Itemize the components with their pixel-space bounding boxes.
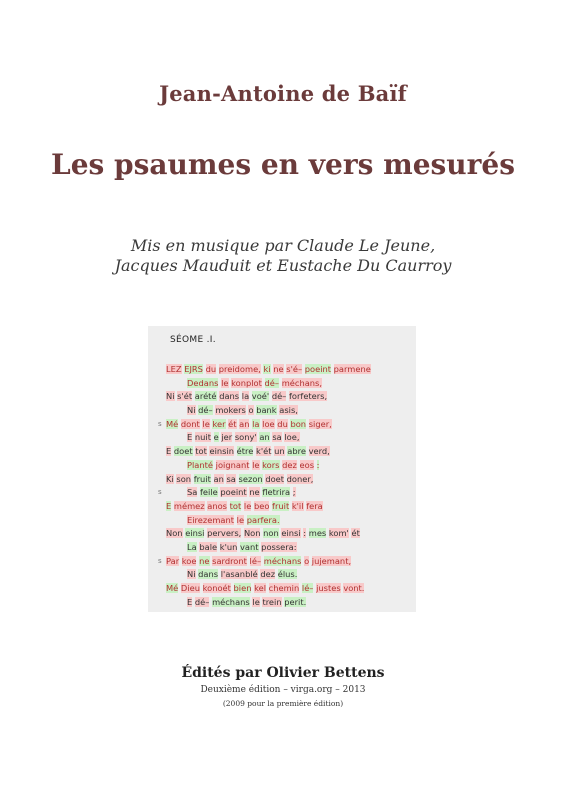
verse-word: le (243, 500, 252, 511)
verse-word: kel (254, 583, 267, 593)
verse-mark: s (158, 419, 162, 428)
verse-word: justes (316, 583, 341, 593)
verse-word: verd, (308, 446, 330, 457)
verse-word: bank (256, 405, 277, 416)
verse-line (166, 445, 406, 459)
verse-word: dez (260, 569, 276, 580)
verse-word: méchans (263, 555, 302, 566)
verse-word: Mé (166, 583, 179, 593)
verse-word: ne (199, 555, 210, 566)
verse-word: la (252, 418, 260, 429)
verse-word: mes (308, 528, 327, 539)
verse-line (166, 500, 406, 514)
verse-word: E (166, 500, 172, 511)
verse-word: Ni (187, 569, 196, 580)
verse-word: voé' (251, 391, 270, 402)
verse-word: joignant (215, 459, 250, 470)
verse-line (166, 363, 406, 377)
verse-word: : (316, 459, 320, 470)
verse-word: s'é– (286, 364, 303, 374)
verse-word: e (213, 432, 219, 443)
verse-word: doner, (286, 473, 314, 484)
verse-word: einsi (185, 528, 205, 539)
verse-word: perit. (284, 596, 307, 607)
verse-line (158, 486, 406, 500)
verse-word: l'asanblé (220, 569, 258, 580)
verse-line (166, 473, 406, 487)
verse-word: einsin (209, 446, 235, 457)
verse-word: kom' (328, 528, 349, 539)
verse-line (166, 514, 406, 528)
verse-word: La (187, 541, 197, 552)
verse-word: chemin (268, 583, 300, 593)
verse-word: fruit (272, 500, 290, 511)
verse-word: ; (292, 487, 296, 498)
verse-word: konoét (202, 583, 231, 593)
score-excerpt (148, 326, 416, 612)
verse-line (158, 555, 406, 569)
subtitle-line-1: Mis en musique par Claude Le Jeune, (130, 236, 436, 255)
verse-line (158, 418, 406, 432)
verse-word: vont. (343, 583, 365, 593)
verse-word: jer (221, 432, 233, 443)
verse-word: koe (181, 555, 197, 566)
verse-word: Ki (166, 473, 174, 484)
verse-word: ker (212, 418, 226, 429)
verse-word: élus. (277, 569, 298, 580)
verse-word: lé– (249, 555, 262, 566)
verse-word: possera: (261, 541, 297, 552)
verse-word: le (202, 418, 210, 429)
verse-word: Dedans (187, 377, 219, 388)
verse-word: mokers (215, 405, 246, 416)
subtitle-line-2: Jacques Mauduit et Eustache Du Caurroy (114, 256, 452, 275)
verse-word: poeint (304, 364, 332, 374)
verse-word: Mé (166, 418, 179, 429)
verse-word: du (205, 364, 217, 374)
verse-word: parfera. (246, 514, 280, 525)
verse-word: o (304, 555, 310, 566)
verse-word: tot (195, 446, 207, 457)
verse-word: sony' (234, 432, 257, 443)
verse-word: dé– (194, 596, 210, 607)
verse-word: son (176, 473, 192, 484)
score-verses (158, 363, 406, 609)
verse-word: beo (253, 500, 270, 511)
verse-word: méchans, (281, 377, 323, 388)
verse-word: : (303, 528, 307, 539)
verse-word: ne (249, 487, 260, 498)
verse-word: dez (282, 459, 297, 470)
verse-word: ne (273, 364, 284, 374)
verse-word: Ni (166, 391, 175, 402)
verse-word: lé– (301, 583, 314, 593)
verse-word: fera (306, 500, 323, 511)
verse-word: E (187, 432, 193, 443)
verse-word: eos (299, 459, 315, 470)
verse-mark: s (158, 488, 162, 497)
verse-word: méchans (212, 596, 250, 607)
verse-word: Non (166, 528, 183, 539)
verse-word: mémez (173, 500, 205, 511)
verse-word: einsi (281, 528, 301, 539)
verse-word: le (221, 377, 229, 388)
verse-word: k'un (219, 541, 238, 552)
verse-word: an (213, 473, 224, 484)
verse-word: Sa (187, 487, 198, 498)
verse-word: pervers, (207, 528, 242, 539)
editor-credit: Édités par Olivier Bettens (181, 665, 385, 681)
verse-word: doet (265, 473, 285, 484)
verse-word: s'ét (177, 391, 193, 402)
verse-word: la (241, 391, 250, 402)
verse-mark: s (158, 556, 162, 565)
verse-word: parmene (333, 364, 371, 374)
verse-word: bien (233, 583, 252, 593)
verse-word: dé– (271, 391, 287, 402)
verse-word: dé– (264, 377, 280, 388)
verse-word: ét (351, 528, 360, 539)
verse-line (166, 527, 406, 541)
verse-word: sezon (238, 473, 263, 484)
verse-word: anos (207, 500, 228, 511)
verse-word: non (263, 528, 279, 539)
verse-word: abre (287, 446, 306, 457)
verse-word: Dieu (180, 583, 200, 593)
verse-word: doet (173, 446, 193, 457)
verse-word: Ni (187, 405, 196, 416)
verse-word: asis, (279, 405, 298, 416)
verse-word: vant (240, 541, 259, 552)
verse-line (166, 404, 406, 418)
verse-word: nuit (194, 432, 211, 443)
verse-word: kors (262, 459, 280, 470)
verse-word: Eirezemant (187, 514, 235, 525)
verse-word: an (259, 432, 270, 443)
verse-word: Planté (187, 459, 214, 470)
verse-word: jujemant, (311, 555, 352, 566)
verse-word: dont (180, 418, 200, 429)
verse-word: dé– (198, 405, 213, 416)
verse-word: tot (229, 500, 242, 511)
verse-line (166, 377, 406, 391)
verse-word: loe, (284, 432, 300, 443)
verse-word: preidome, (218, 364, 261, 374)
verse-line (166, 390, 406, 404)
verse-word: fruit (193, 473, 211, 484)
verse-word: un (274, 446, 285, 457)
verse-word: Non (243, 528, 261, 539)
verse-word: an (239, 418, 250, 429)
verse-word: ki (263, 364, 271, 374)
edition-info: Deuxième édition – virga.org – 2013 (200, 685, 366, 695)
verse-word: forfeters, (288, 391, 328, 402)
author: Jean-Antoine de Baïf (159, 81, 407, 106)
verse-word: konplot (231, 377, 262, 388)
verse-word: k'il (291, 500, 304, 511)
score-heading: SÉOME .I. (170, 335, 216, 345)
verse-word: o (248, 405, 254, 416)
verse-word: siger, (308, 418, 332, 429)
verse-word: sa (272, 432, 282, 443)
verse-word: loe (262, 418, 275, 429)
verse-word: k'ét (256, 446, 272, 457)
verse-word: fletrira (262, 487, 291, 498)
verse-word: ét (228, 418, 237, 429)
verse-word: sa (226, 473, 236, 484)
verse-line (166, 431, 406, 445)
verse-word: dans (198, 569, 219, 580)
verse-word: feile (200, 487, 218, 498)
verse-word: E (187, 596, 193, 607)
verse-word: Par (166, 555, 180, 566)
verse-word: sardront (212, 555, 247, 566)
verse-word: étre (236, 446, 254, 457)
verse-line (166, 568, 406, 582)
verse-word: arété (194, 391, 217, 402)
verse-word: poeint (220, 487, 247, 498)
verse-word: E (166, 446, 172, 457)
verse-line (166, 596, 406, 610)
first-edition-note: (2009 pour la première édition) (222, 699, 344, 708)
verse-line (166, 459, 406, 473)
verse-line (166, 582, 406, 596)
subtitle (0, 236, 566, 276)
verse-word: trein (262, 596, 282, 607)
verse-word: le (252, 459, 260, 470)
verse-line (166, 541, 406, 555)
verse-word: bon (290, 418, 307, 429)
verse-word: le (252, 596, 260, 607)
page-title: Les psaumes en vers mesurés (51, 148, 515, 181)
verse-word: LEZ (166, 364, 182, 374)
verse-word: EJRS (184, 364, 203, 374)
verse-word: bale (199, 541, 218, 552)
verse-word: dans (219, 391, 240, 402)
verse-word: du (277, 418, 288, 429)
verse-word: le (236, 514, 245, 525)
